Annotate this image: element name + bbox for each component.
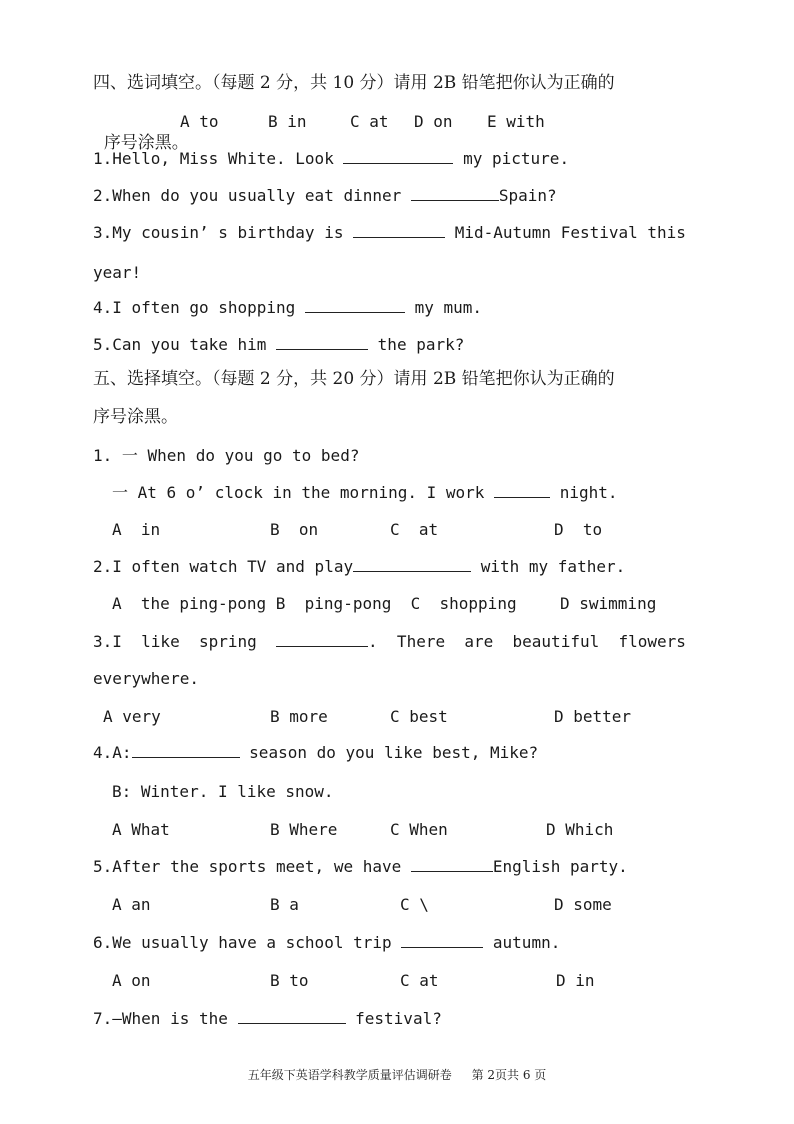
q-text: 2.When do you usually eat dinner (93, 186, 402, 205)
q-text: 7.—When is the (93, 1009, 228, 1028)
q3-option-d[interactable]: D better (554, 707, 632, 726)
q-text: 5.After the sports meet, we have (93, 857, 402, 876)
answer-blank[interactable] (305, 298, 405, 313)
q-text: 3.I like spring (93, 632, 257, 651)
section5-question-3 (93, 631, 686, 653)
answer-blank[interactable] (238, 1009, 346, 1024)
section4-option-b: B in (268, 112, 307, 131)
footer-page-number: 第 2页共 6 页 (471, 1068, 547, 1082)
q-text: my mum. (414, 298, 483, 317)
q5-option-d[interactable]: D some (554, 895, 612, 914)
section5-question-3-cont: everywhere. (93, 669, 199, 688)
answer-blank[interactable] (132, 743, 240, 758)
q1-option-a[interactable]: A in (112, 520, 161, 539)
q-text: 4.A: (93, 743, 132, 762)
answer-blank[interactable] (276, 632, 368, 647)
q-text: autumn. (492, 933, 561, 952)
section4-question-5 (93, 334, 464, 356)
q3-option-b[interactable]: B more (270, 707, 328, 726)
section5-question-2 (93, 556, 625, 578)
section4-header-line1: 四、选词填空。（每题 2 分，共 10 分）请用 2B 铅笔把你认为正确的 (93, 73, 615, 93)
section4-option-d: D on (414, 112, 453, 131)
section4-header-line2-text: 序号涂黑。 (103, 133, 189, 153)
section5-question-5 (93, 856, 628, 878)
section5-header-line2: 序号涂黑。 (93, 407, 178, 427)
q6-option-a[interactable]: A on (112, 971, 151, 990)
section4-option-a: A to (180, 112, 219, 131)
section4-option-c: C at (350, 112, 389, 131)
footer-title: 五年级下英语学科教学质量评估调研卷 (247, 1068, 452, 1082)
q-text: season do you like best, Mike? (249, 743, 539, 762)
q2-option-d[interactable]: D swimming (560, 594, 657, 613)
q4-option-a[interactable]: A What (112, 820, 170, 839)
section4-question-3-cont: year! (93, 263, 142, 282)
q6-option-d[interactable]: D in (556, 971, 595, 990)
section4-option-e: E with (487, 112, 545, 131)
q-text: night. (559, 483, 618, 502)
q4-option-b[interactable]: B Where (270, 820, 338, 839)
q3-option-a[interactable]: A very (103, 707, 161, 726)
q5-option-c[interactable]: C \ (400, 895, 429, 914)
section5-question-4-reply: B: Winter. I like snow. (112, 782, 334, 801)
q-text: the park? (377, 335, 465, 354)
q-text: Mid-Autumn Festival this (454, 223, 686, 242)
section5-question-6 (93, 932, 560, 954)
answer-blank[interactable] (411, 857, 493, 872)
q-text: 一 At 6 o’ clock in the morning. I work (112, 483, 485, 502)
section5-header-line1: 五、选择填空。（每题 2 分，共 20 分）请用 2B 铅笔把你认为正确的 (93, 369, 615, 389)
q5-option-b[interactable]: B a (270, 895, 299, 914)
answer-blank[interactable] (401, 933, 483, 948)
q-text: 4.I often go shopping (93, 298, 296, 317)
section4-question-4 (93, 297, 482, 319)
q-text: English party. (492, 857, 628, 876)
q-text: 6.We usually have a school trip (93, 933, 392, 952)
section4-question-1 (93, 148, 569, 170)
q4-option-c[interactable]: C When (390, 820, 448, 839)
q5-option-a[interactable]: A an (112, 895, 151, 914)
q-text: 5.Can you take him (93, 335, 267, 354)
q1-option-c[interactable]: C at (390, 520, 439, 539)
page-footer (0, 1066, 794, 1083)
q1-option-d[interactable]: D to (554, 520, 603, 539)
q4-option-d[interactable]: D Which (546, 820, 614, 839)
answer-blank[interactable] (276, 335, 368, 350)
section4-question-2 (93, 185, 557, 207)
q-text: festival? (355, 1009, 442, 1028)
q-text: 1.Hello, Miss White. Look (93, 149, 334, 168)
answer-blank[interactable] (411, 186, 499, 201)
q-text: . There are beautiful flowers (368, 632, 686, 651)
q6-option-b[interactable]: B to (270, 971, 309, 990)
q3-option-c[interactable]: C best (390, 707, 448, 726)
section5-question-4 (93, 742, 538, 764)
section5-question-7 (93, 1008, 442, 1030)
q-text: 2.I often watch TV and play (93, 557, 354, 576)
answer-blank[interactable] (494, 483, 550, 498)
answer-blank[interactable] (353, 557, 471, 572)
section5-question-1: 1. 一 When do you go to bed? (93, 446, 360, 465)
q6-option-c[interactable]: C at (400, 971, 439, 990)
q-text: 3.My cousin’ s birthday is (93, 223, 344, 242)
q-text: my picture. (463, 149, 570, 168)
q-text: Spain? (498, 186, 557, 205)
section4-question-3 (93, 222, 686, 244)
answer-blank[interactable] (353, 223, 445, 238)
q1-option-b[interactable]: B on (270, 520, 319, 539)
answer-blank[interactable] (343, 149, 453, 164)
q-text: with my father. (480, 557, 626, 576)
section5-question-1-answer (112, 482, 618, 504)
q2-option-abc[interactable]: A the ping-pong B ping-pong C shopping (112, 594, 517, 613)
